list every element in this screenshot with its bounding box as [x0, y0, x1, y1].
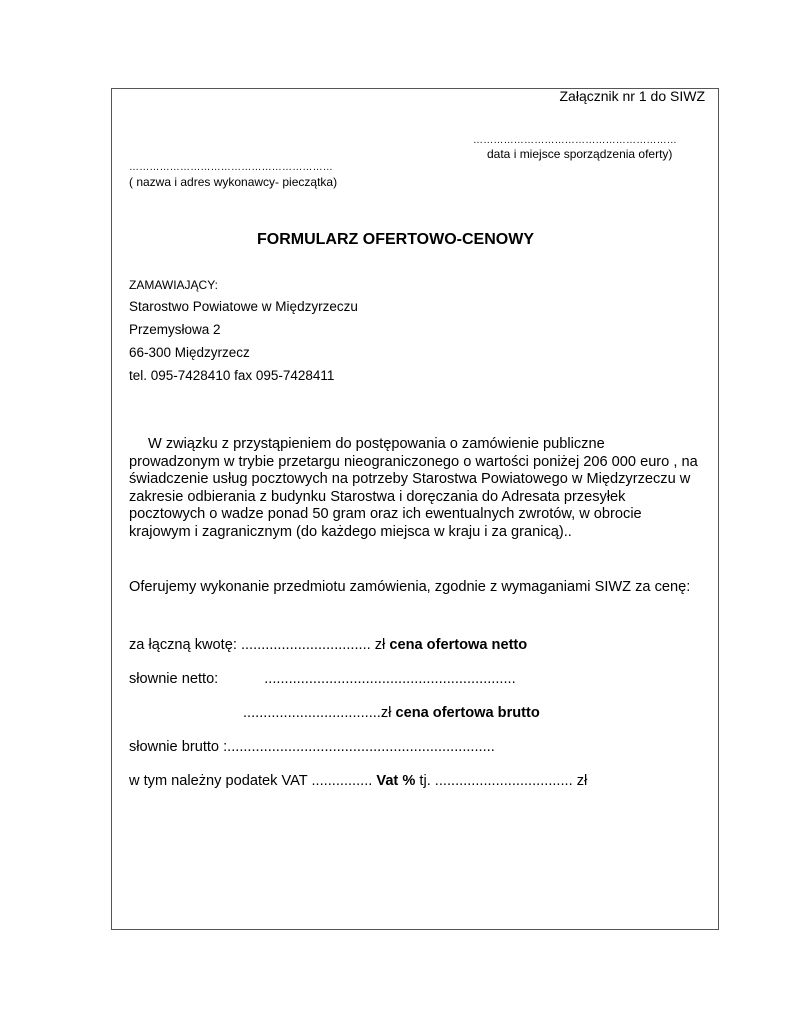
ordering-party-name: Starostwo Powiatowe w Międzyrzeczu [129, 299, 358, 314]
gross-price-dotted-line: ..................................zł [243, 705, 392, 721]
intro-line: pocztowych o wadze ponad 50 gram oraz ich ewentualnych zwrotów, w obrocie [129, 506, 642, 523]
vendor-dotted-line: …………………………………………………… [129, 162, 333, 173]
net-price-label: cena ofertowa netto [389, 637, 528, 653]
words-gross-row: słownie brutto :.................................................................. [129, 739, 495, 755]
ordering-party-street: Przemysłowa 2 [129, 322, 221, 337]
words-net-label: słownie netto: [129, 671, 219, 687]
vat-row [129, 774, 587, 789]
ordering-party-contact: tel. 095-7428410 fax 095-7428411 [129, 368, 335, 383]
vat-amount-dotted-line: tj. .................................. zł [419, 773, 588, 789]
intro-paragraph [129, 436, 709, 542]
document-title: FORMULARZ OFERTOWO-CENOWY [256, 231, 534, 248]
total-amount-label: za łączną kwotę: ................................ zł [129, 637, 386, 653]
date-place-caption: data i miejsce sporządzenia oferty) [487, 147, 673, 161]
gross-price-row [129, 706, 540, 721]
intro-line: W związku z przystąpieniem do postępowania o zamówienie publiczne [148, 436, 605, 452]
ordering-party-city: 66-300 Międzyrzecz [129, 345, 250, 360]
words-net-row [129, 672, 516, 687]
annex-label: Załącznik nr 1 do SIWZ [559, 88, 705, 104]
vat-percent-label: Vat % [376, 773, 416, 789]
words-net-dotted-line: .............................................................. [264, 671, 516, 687]
vendor-caption: ( nazwa i adres wykonawcy- pieczątka) [129, 175, 338, 189]
offer-statement: Oferujemy wykonanie przedmiotu zamówienia, zgodnie z wymaganiami SIWZ za cenę: [129, 579, 691, 595]
intro-line: prowadzonym w trybie przetargu nieograniczonego o wartości poniżej 206 000 euro , na [129, 453, 698, 470]
gross-price-label: cena ofertowa brutto [395, 705, 540, 721]
vat-label: w tym należny podatek VAT ............... [129, 773, 373, 789]
date-place-dotted-line: …………………………………………………… [473, 135, 677, 146]
ordering-party-label: ZAMAWIAJĄCY: [129, 278, 218, 292]
total-amount-row [129, 638, 527, 653]
intro-line: świadczenie usług pocztowych na potrzeby Starostwa Powiatowego w Międzyrzeczu w [129, 471, 691, 488]
intro-line: krajowym i zagranicznym (do każdego miejsca w kraju i za granicą).. [129, 523, 572, 540]
intro-line: zakresie odbierania z budynku Starostwa i doręczania do Adresata przesyłek [129, 488, 626, 505]
